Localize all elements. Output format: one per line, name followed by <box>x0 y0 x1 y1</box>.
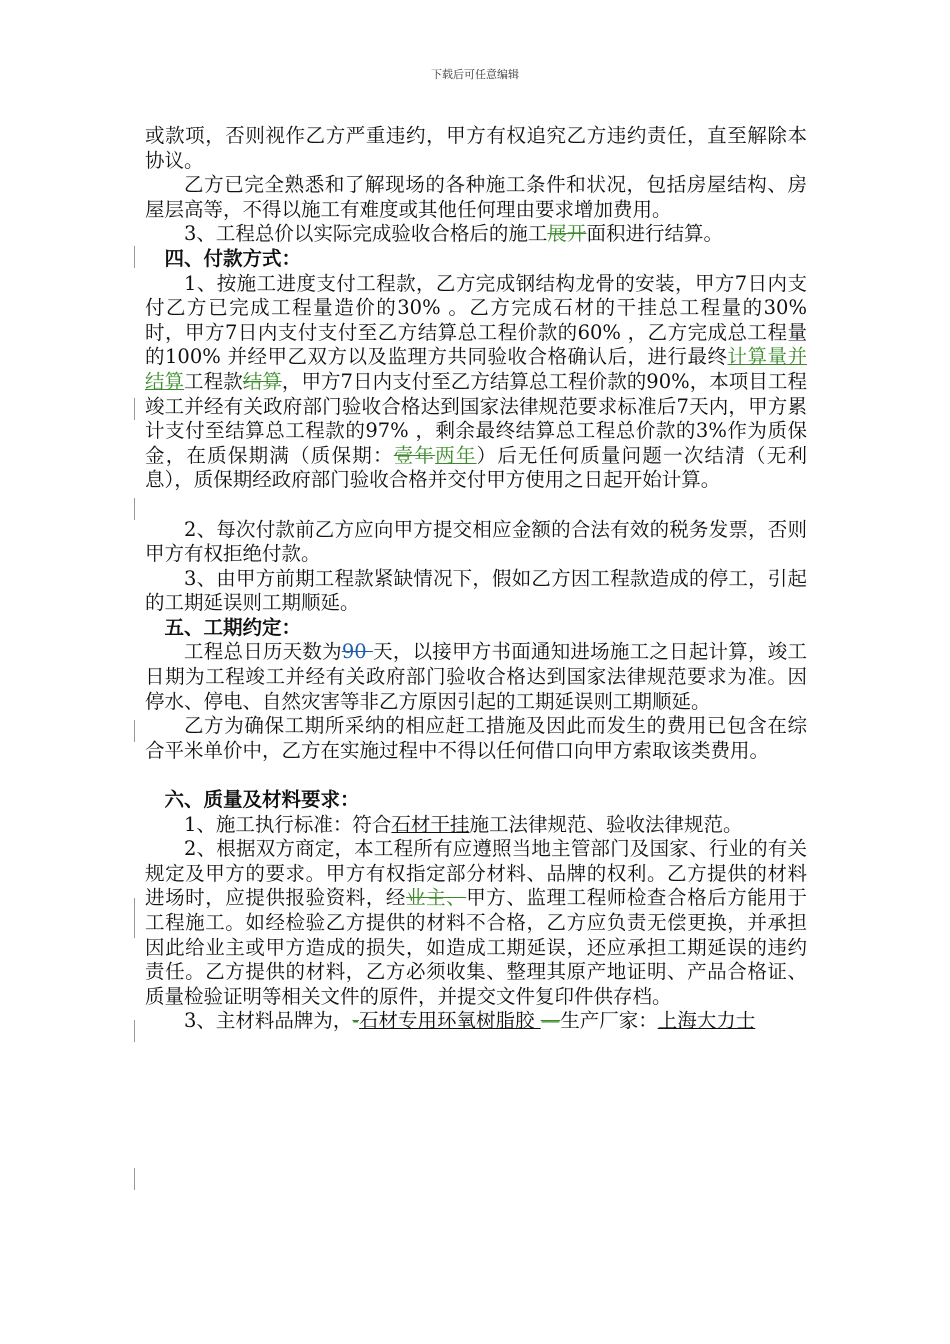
paragraph: 乙方为确保工期所采纳的相应赶工措施及因此而发生的费用已包含在综合平米单价中，乙方在实施过程中不得以任何借口向甲方索取该类费用。 <box>145 714 807 762</box>
change-bar <box>134 898 135 938</box>
paragraph: 1、按施工进度支付工程款，乙方完成钢结构龙骨的安装，甲方7日内支付乙方已完成工程量造价的30% 。乙方完成石材的干挂总工程量的30% 时，甲方7日内支付支付至乙方结算总工程价款的60% ，乙方完成总工程量的100% 并经甲乙双方以及监理方共同验收合格确认后，进行最终计算量并结算工程款结算，甲方7日内支付至乙方结算总工程价款的90%，本项目工程竣工并经有关政府部门验收合格达到国家法律规范要求标准后7天内，甲方累计支付至结算总工程款的97% ，剩余最终结算总工程总价款的3%作为质保金，在质保期满（质保期：壹年两年）后无任何质量问题一次结清（无利息），质保期经政府部门验收合格并交付甲方使用之日起开始计算。 <box>145 271 807 492</box>
paragraph: 2、每次付款前乙方应向甲方提交相应金额的合法有效的税务发票，否则甲方有权拒绝付款。 <box>145 517 807 566</box>
paragraph: 2、根据双方商定，本工程所有应遵照当地主管部门及国家、行业的有关规定及甲方的要求。甲方有权指定部分材料、品牌的权利。乙方提供的材料进场时，应提供报验资料，经业主、甲方、监理工程师检查合格后方能用于工程施工。如经检验乙方提供的材料不合格，乙方应负责无偿更换，并承担因此给业主或甲方造成的损失，如造成工期延误，还应承担工期延误的违约责任。乙方提供的材料，乙方必须收集、整理其原产地证明、产品合格证、质量检验证明等相关文件的原件，并提交文件复印件供存档。 <box>145 837 807 1008</box>
change-bar <box>134 246 135 268</box>
change-bar <box>134 498 135 520</box>
paragraph: 工程总日历天数为90 天，以接甲方书面通知进场施工之日起计算，竣工日期为工程竣工并经有关政府部门验收合格达到国家法律规范要求为准。因停水、停电、自然灾害等非乙方原因引起的工期延误则工期顺延。 <box>145 640 807 713</box>
change-bar <box>134 398 135 420</box>
section-heading-payment: 四、付款方式： <box>164 246 302 270</box>
change-bar <box>134 1168 135 1190</box>
inserted-text: 两年 <box>435 443 477 467</box>
inserted-text: 计算量并结算 <box>145 345 807 393</box>
deleted-text: - <box>352 1009 360 1033</box>
change-bar <box>134 720 135 742</box>
paragraph: 或款项，否则视作乙方严重违约，甲方有权追究乙方违约责任，直至解除本协议。 <box>145 124 807 172</box>
underlined-text: 上海大力士 <box>657 1009 756 1033</box>
blank-line <box>145 493 807 518</box>
paragraph: 3、工程总价以实际完成验收合格后的施工展开面积进行结算。 <box>184 222 723 246</box>
blank-line <box>145 763 807 788</box>
document-body <box>145 124 807 1034</box>
deleted-text: 业主、 <box>406 886 467 910</box>
deleted-text: 90 <box>341 640 374 664</box>
change-bar <box>134 1020 135 1042</box>
section-heading-schedule: 五、工期约定： <box>164 615 302 639</box>
paragraph: 乙方已完全熟悉和了解现场的各种施工条件和状况，包括房屋结构、房屋层高等，不得以施工有难度或其他任何理由要求增加费用。 <box>145 173 807 221</box>
deleted-text: 展开 <box>547 222 587 246</box>
deleted-text: — <box>540 1009 561 1033</box>
paragraph: 1、施工执行标准：符合石材干挂施工法律规范、验收法律规范。 <box>184 812 743 836</box>
deleted-text: 壹年 <box>393 443 436 467</box>
deleted-text: 结算 <box>242 369 282 393</box>
underlined-text: 石材专用环氧树脂胶 <box>359 1009 541 1033</box>
underlined-text: 石材干挂 <box>391 812 470 836</box>
paragraph: 3、主材料品牌为，-石材专用环氧树脂胶 —生产厂家：上海大力士 <box>184 1009 756 1033</box>
section-heading-quality: 六、质量及材料要求： <box>164 788 360 812</box>
page-header: 下载后可任意编辑 <box>431 68 519 81</box>
paragraph: 3、由甲方前期工程款紧缺情况下，假如乙方因工程款造成的停工，引起的工期延误则工期顺延。 <box>145 566 807 615</box>
